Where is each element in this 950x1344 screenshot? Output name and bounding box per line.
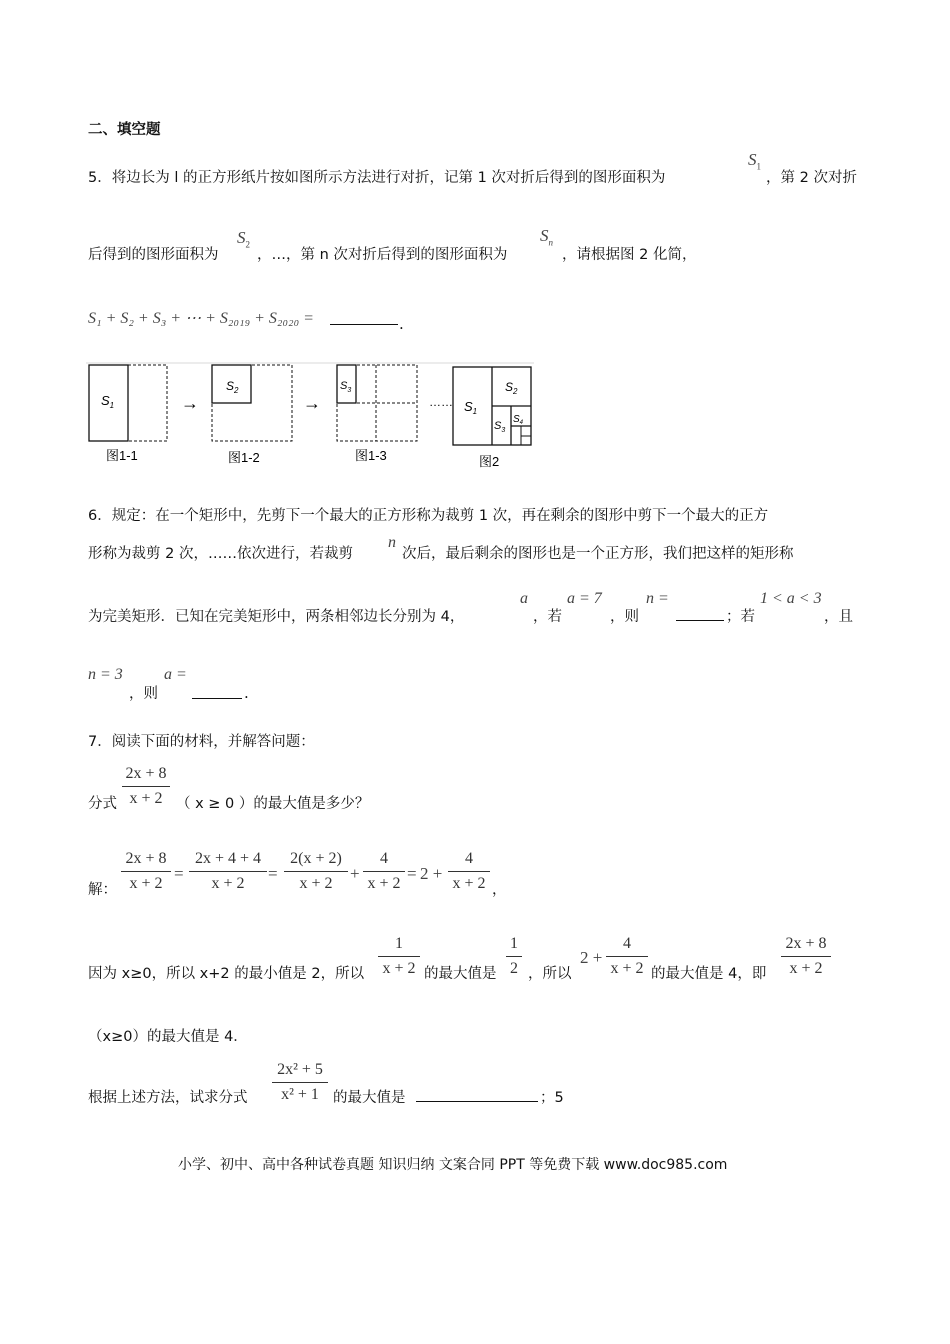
q7-because-frac-3: 2x + 8 x + 2 xyxy=(781,934,831,979)
q6-line4a: ，则 xyxy=(129,686,158,702)
q7-half-fraction: 1 2 xyxy=(506,934,522,979)
page-footer: 小学、初中、高中各种试卷真题 知识归纳 文案合同 PPT 等免费下载 www.doc985.com xyxy=(178,1157,728,1173)
q6-line1: 6．规定：在一个矩形中，先剪下一个最大的正方形称为裁剪 1 次，再在剩余的图形中剪下一个最大的正方 xyxy=(88,508,769,524)
q7-because-d: 的最大值是 4，即 xyxy=(651,966,767,982)
q6-line2a: 形称为裁剪 2 次，……依次进行，若裁剪 xyxy=(88,546,353,562)
q6-cond-a7: a = 7 xyxy=(567,590,602,607)
q7-sol-two: 2 + xyxy=(420,864,443,883)
q7-max-conclusion: （x≥0）的最大值是 4． xyxy=(88,1029,248,1045)
q7-plus-1: + xyxy=(350,864,360,883)
q5-line2a: 后得到的图形面积为 xyxy=(88,247,219,263)
q7-sol-frac-1: 2x + 8 x + 2 xyxy=(121,849,171,894)
q5-line2b: ，…，第 n 次对折后得到的图形面积为 xyxy=(257,247,508,263)
section-title: 二、填空题 xyxy=(88,122,161,138)
q6-a-eq: a = xyxy=(164,666,187,683)
fig-arrow-2: → xyxy=(303,393,321,413)
q7-intro-fraction: 2x + 8 x + 2 xyxy=(122,764,170,809)
q5-s1: $S_1$ xyxy=(748,150,761,172)
q7-solution-label: 解： xyxy=(88,882,117,898)
fig-mark-s2: $S_2$ xyxy=(226,379,239,395)
q7-because-two: 2 + xyxy=(580,948,603,967)
q7-because-frac-1: 1 x + 2 xyxy=(378,934,420,979)
q7-intro-label: 分式 xyxy=(88,796,117,812)
q7-eq-1: = xyxy=(174,864,184,883)
q7-ask-a: 根据上述方法，试求分式 xyxy=(88,1090,248,1106)
svg-text:S1: $S_1$ xyxy=(464,399,478,416)
q7-because-a: 因为 x≥0，所以 x+2 的最小值是 2，所以 xyxy=(88,966,365,982)
q7-because-c: ，所以 xyxy=(528,966,572,982)
fig-dots: …… xyxy=(429,395,453,409)
q6-line3c: ，则 xyxy=(610,609,639,625)
q6-line3d: ；若 xyxy=(726,609,755,625)
fig-label-2: 图2 xyxy=(479,454,500,469)
q7-sol-frac-4: 4 x + 2 xyxy=(363,849,405,894)
q5-expression: S₁ + S₂ + S₃ + ⋯ + S₂₀₁₉ + S₂₀₂₀ = xyxy=(88,310,314,327)
q5-answer-blank[interactable] xyxy=(330,310,398,329)
q7-sol-frac-3: 2(x + 2) x + 2 xyxy=(284,849,348,894)
q7-line1: 7．阅读下面的材料，并解答问题： xyxy=(88,734,315,750)
q7-sol-end: ， xyxy=(492,882,507,898)
q7-because-b: 的最大值是 xyxy=(424,966,497,982)
fig-arrow-1: → xyxy=(181,393,199,413)
q6-line3b: ，若 xyxy=(533,609,562,625)
q7-eq-3: = xyxy=(407,864,417,883)
q6-n-eq: n = xyxy=(646,590,669,607)
q7-sol-frac-5: 4 x + 2 xyxy=(448,849,490,894)
fig-label-1-1: 图1-1 xyxy=(106,448,138,463)
svg-text:S3: $S_3$ xyxy=(494,420,506,434)
q7-because-frac-2: 4 x + 2 xyxy=(606,934,648,979)
q7-ask-fraction: 2x² + 5 x² + 1 xyxy=(272,1060,328,1105)
svg-text:S2: $S_2$ xyxy=(505,380,518,396)
q5-sn: $S_n$ xyxy=(540,226,553,248)
folding-figure xyxy=(86,360,536,472)
q6-line4-end: . xyxy=(244,684,249,702)
q5-line1-end: ，第 2 次对折 xyxy=(766,170,857,186)
q6-line2b: 次后，最后剩余的图形也是一个正方形，我们把这样的矩形称 xyxy=(402,546,794,562)
q7-ask-b: 的最大值是 xyxy=(333,1090,406,1106)
q6-line3e: ，且 xyxy=(824,609,853,625)
q6-answer-blank-n[interactable] xyxy=(676,606,724,625)
fig-mark-s3: $S_3$ xyxy=(340,380,352,394)
q6-answer-blank-a[interactable] xyxy=(192,684,242,703)
q5-expression-end: . xyxy=(399,315,404,333)
q5-line1: 5．将边长为 l 的正方形纸片按如图所示方法进行对折，记第 1 次对折后得到的图形面积为 xyxy=(88,170,666,186)
q6-cond-range: 1 < a < 3 xyxy=(760,590,822,607)
q7-sol-frac-2: 2x + 4 + 4 x + 2 xyxy=(189,849,267,894)
q6-cond-n3: n = 3 xyxy=(88,666,123,683)
fig-label-1-2: 图1-2 xyxy=(228,450,260,465)
q5-line2c: ，请根据图 2 化简， xyxy=(562,247,697,263)
svg-text:S4: $S_4$ xyxy=(513,414,524,426)
q7-intro-condition: （ x ≥ 0 ）的最大值是多少？ xyxy=(176,796,370,812)
q6-var-a: a xyxy=(520,590,528,607)
q5-s2: $S_2$ xyxy=(237,228,250,250)
q6-var-n: n xyxy=(388,534,396,551)
q7-eq-2: = xyxy=(268,864,278,883)
q7-answer-blank[interactable] xyxy=(416,1087,538,1106)
fig-mark-s1: $S_1$ xyxy=(101,393,115,410)
fig-label-1-3: 图1-3 xyxy=(355,448,387,463)
q6-line3a: 为完美矩形．已知在完美矩形中，两条相邻边长分别为 4， xyxy=(88,609,465,625)
q7-ask-end: ；5 xyxy=(540,1090,564,1106)
